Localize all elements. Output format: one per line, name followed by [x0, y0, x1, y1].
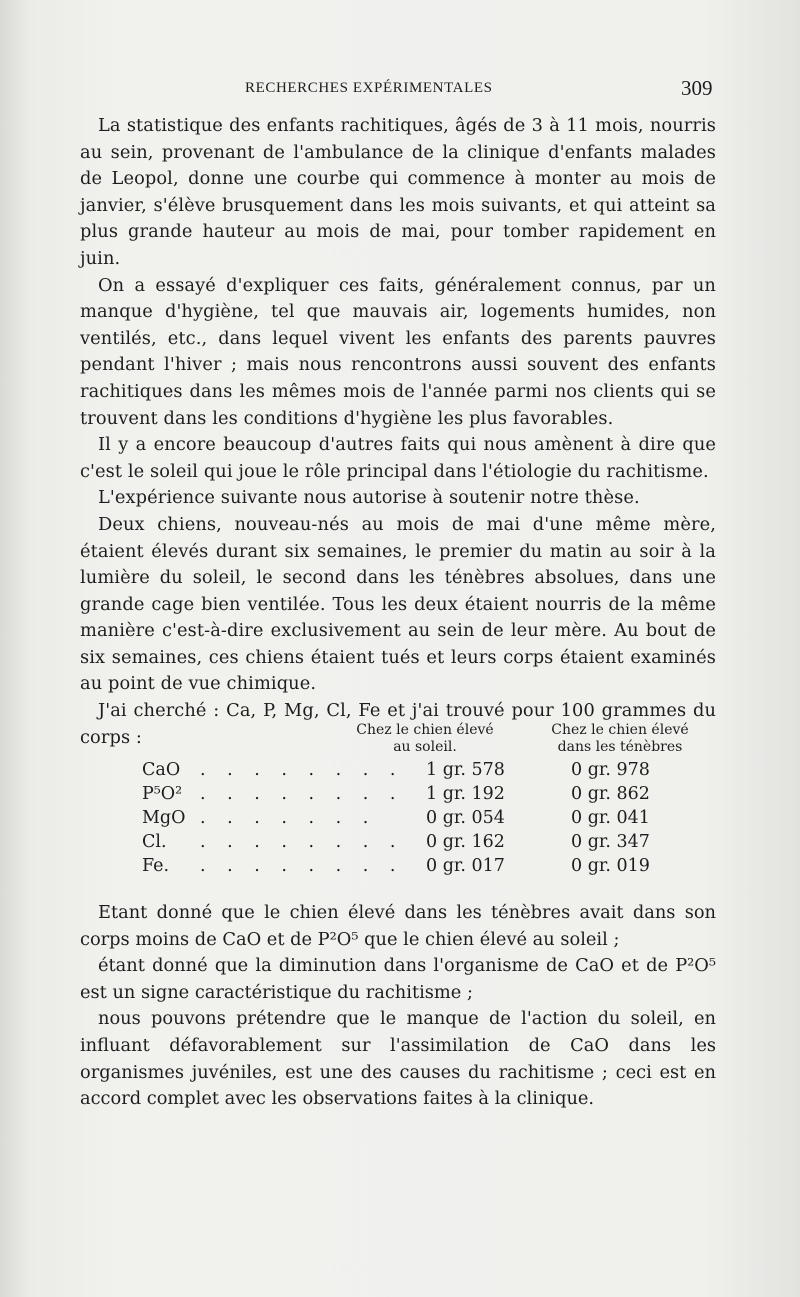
table-row: [80, 784, 716, 810]
value-sun: 0 gr. 017: [426, 856, 505, 876]
row-label: P⁵O²: [142, 784, 183, 804]
value-sun: 1 gr. 578: [426, 760, 505, 780]
paragraph-sun-role: Il y a encore beaucoup d'autres faits qui nous amènent à dire que c'est le soleil qui joue le rôle principal dans l'étiologie du rachitisme.: [80, 434, 716, 482]
running-header: RECHERCHES EXPÉRIMENTALES: [245, 80, 493, 96]
paragraph-hygiene: On a essayé d'expliquer ces faits, généralement connus, par un manque d'hygiène, tel que mauvais air, logements humides, non ventilés, etc., dans lequel vivent les enfants des parents pauvres pendant l'hiver ; mais nous rencontrons aussi souvent des enfants rachitiques dans les mêmes mois de l'année parmi nos clients qui se trouvent dans les conditions d'hygiène les plus favorables.: [80, 274, 716, 429]
value-dark: 0 gr. 978: [571, 760, 650, 780]
paragraph-conclusion-3: nous pouvons prétendre que le manque de l'action du soleil, en influant défavorablement sur l'assimilation de CaO dans les organismes juvéniles, est une des causes du rachitisme ; ceci est en accord complet avec les observations faites à la clinique.: [80, 1008, 716, 1110]
value-sun: 0 gr. 054: [426, 808, 505, 828]
page-number: 309: [681, 76, 713, 100]
row-label: MgO: [142, 808, 186, 828]
column-header-dark: Chez le chien élevé dans les ténèbres: [551, 722, 689, 755]
column-header-sun: Chez le chien élevé au soleil.: [356, 722, 494, 755]
paragraph-conclusion-2: étant donné que la diminution dans l'organisme de CaO et de P²O⁵ est un signe caractéristique du rachitisme ;: [80, 955, 716, 1003]
paragraph-statistics: La statistique des enfants rachitiques, âgés de 3 à 11 mois, nourris au sein, provenant de l'ambulance de la clinique d'enfants malades de Leopol, donne une courbe qui commence à monter au mois de janvier, s'élève brusquement dans les mois suivants, et qui atteint sa plus grande hauteur au mois de mai, pour tomber rapidement en juin.: [80, 115, 716, 269]
body-text: [80, 113, 716, 751]
table-row: [80, 856, 716, 882]
row-label: CaO: [142, 760, 181, 780]
leader-dots: . . . . . . . .: [200, 856, 404, 876]
row-label: Cl.: [142, 832, 167, 852]
value-dark: 0 gr. 019: [571, 856, 650, 876]
leader-dots: . . . . . . . .: [200, 832, 404, 852]
leader-dots: . . . . . . . .: [200, 760, 404, 780]
table-row: [80, 808, 716, 834]
paragraph-conclusion-1: Etant donné que le chien élevé dans les ténèbres avait dans son corps moins de CaO et de P²O⁵ que le chien élevé au soleil ;: [80, 902, 716, 950]
paragraph-search: J'ai cherché : Ca, P, Mg, Cl, Fe et j'ai trouvé pour 100 grammes du corps :: [80, 700, 716, 748]
leader-dots: . . . . . . .: [200, 808, 377, 828]
value-dark: 0 gr. 041: [571, 808, 650, 828]
row-label: Fe.: [142, 856, 170, 876]
table-row: [80, 760, 716, 786]
paragraph-experiment-intro: L'expérience suivante nous autorise à soutenir notre thèse.: [98, 487, 640, 509]
conclusion-text: [80, 900, 716, 1113]
value-dark: 0 gr. 862: [571, 784, 650, 804]
value-sun: 1 gr. 192: [426, 784, 505, 804]
table-row: [80, 832, 716, 858]
value-sun: 0 gr. 162: [426, 832, 505, 852]
value-dark: 0 gr. 347: [571, 832, 650, 852]
leader-dots: . . . . . . . .: [200, 784, 404, 804]
paragraph-experiment: Deux chiens, nouveau-nés au mois de mai d'une même mère, étaient élevés durant six semaines, le premier du matin au soir à la lumière du soleil, le second dans les ténèbres absolues, dans une grande cage bien ventilée. Tous les deux étaient nourris de la même manière c'est-à-dire exclusivement au sein de leur mère. Au bout de six semaines, ces chiens étaient tués et leurs corps étaient examinés au point de vue chimique.: [80, 513, 716, 695]
